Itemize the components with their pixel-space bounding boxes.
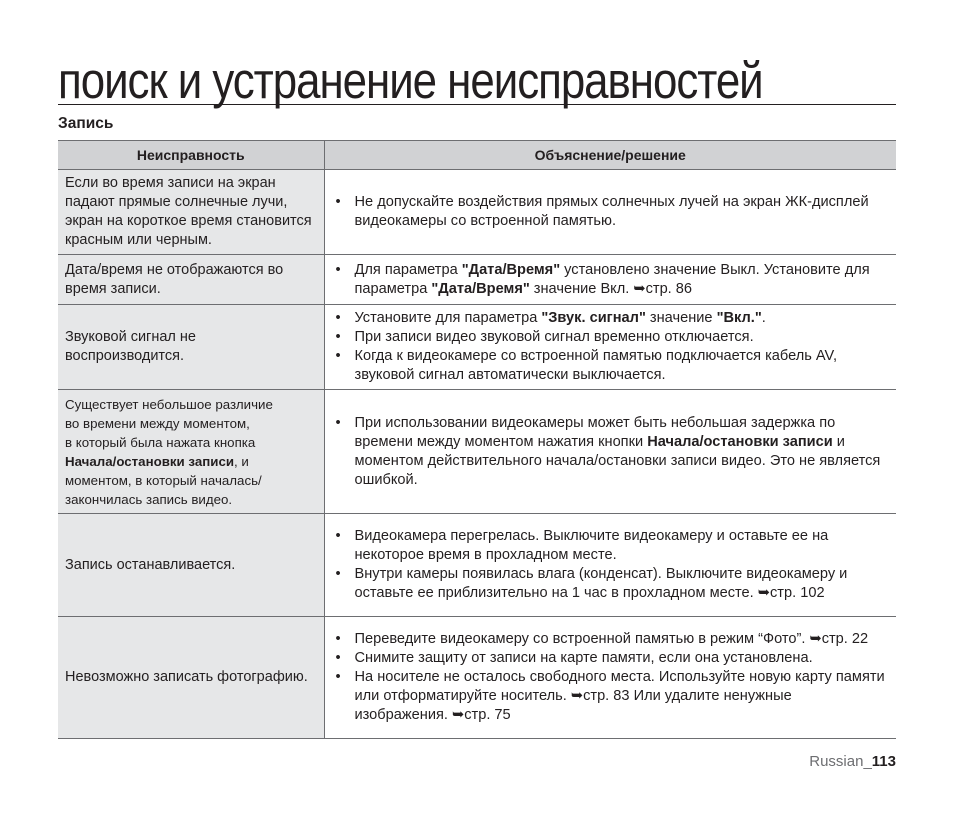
header-solution: Объяснение/решение: [324, 141, 896, 170]
solution-item: • Снимите защиту от записи на карте памяти, если она установлена.: [333, 649, 887, 668]
solution-cell: [324, 514, 896, 617]
solution-item: • Внутри камеры появилась влага (конденсат). Выключите видеокамеру и оставьте ее приблизительно на 1 час в прохладном месте. ➥стр. 102: [333, 565, 887, 603]
page-number: 113: [871, 753, 896, 770]
solution-list: [333, 414, 887, 490]
solution-item: • При использовании видеокамеры может быть небольшая задержка по времени между моментом нажатия кнопки Начала/остановки записи и моментом действительного начала/остановки записи видео. Это не является ошибкой.: [333, 414, 887, 490]
problem-cell: Дата/время не отображаются во время записи.: [58, 255, 324, 305]
solution-item: • Не допускайте воздействия прямых солнечных лучей на экран ЖК-дисплей видеокамеры со встроенной памятью.: [333, 193, 887, 231]
page-footer: [809, 753, 896, 770]
solution-cell: [324, 617, 896, 739]
problem-cell: Невозможно записать фотографию.: [58, 617, 324, 739]
table-row: [58, 617, 896, 739]
solution-list: [333, 630, 887, 725]
header-problem: Неисправность: [58, 141, 324, 170]
solution-cell: [324, 255, 896, 305]
solution-list: [333, 527, 887, 603]
problem-cell: Существует небольшое различие во времени между моментом, в который была нажата кнопка Начала/остановки записи, и моментом, в который началась/ закончилась запись видео.: [58, 390, 324, 514]
solution-item: • На носителе не осталось свободного места. Используйте новую карту памяти или отформатируйте носитель. ➥стр. 83 Или удалите ненужные изображения. ➥стр. 75: [333, 668, 887, 725]
title-underline: [58, 104, 896, 105]
solution-list: [333, 261, 887, 299]
section-title: Запись: [58, 115, 114, 132]
solution-item: • Видеокамера перегрелась. Выключите видеокамеру и оставьте ее на некоторое время в прохладном месте.: [333, 527, 887, 565]
solution-cell: [324, 390, 896, 514]
page-title: поиск и устранение неисправностей: [58, 52, 763, 109]
table-row: [58, 305, 896, 390]
solution-list: [333, 193, 887, 231]
problem-cell: Если во время записи на экран падают прямые солнечные лучи, экран на короткое время становится красным или черным.: [58, 170, 324, 255]
solution-cell: [324, 170, 896, 255]
troubleshooting-table: [58, 140, 896, 739]
table-row: [58, 514, 896, 617]
footer-language: Russian_: [809, 753, 872, 770]
table-body: [58, 170, 896, 739]
solution-item: • Установите для параметра "Звук. сигнал" значение "Вкл.".: [333, 309, 887, 328]
problem-cell: Запись останавливается.: [58, 514, 324, 617]
solution-item: • Переведите видеокамеру со встроенной памятью в режим “Фото”. ➥стр. 22: [333, 630, 887, 649]
table-row: [58, 170, 896, 255]
solution-list: [333, 309, 887, 385]
table-header-row: [58, 141, 896, 170]
solution-cell: [324, 305, 896, 390]
table-row: [58, 255, 896, 305]
solution-item: • Для параметра "Дата/Время" установлено значение Выкл. Установите для параметра "Дата/Время" значение Вкл. ➥стр. 86: [333, 261, 887, 299]
solution-item: • При записи видео звуковой сигнал временно отключается.: [333, 328, 887, 347]
solution-item: • Когда к видеокамере со встроенной памятью подключается кабель AV, звуковой сигнал автоматически выключается.: [333, 347, 887, 385]
problem-cell: Звуковой сигнал не воспроизводится.: [58, 305, 324, 390]
table-row: [58, 390, 896, 514]
